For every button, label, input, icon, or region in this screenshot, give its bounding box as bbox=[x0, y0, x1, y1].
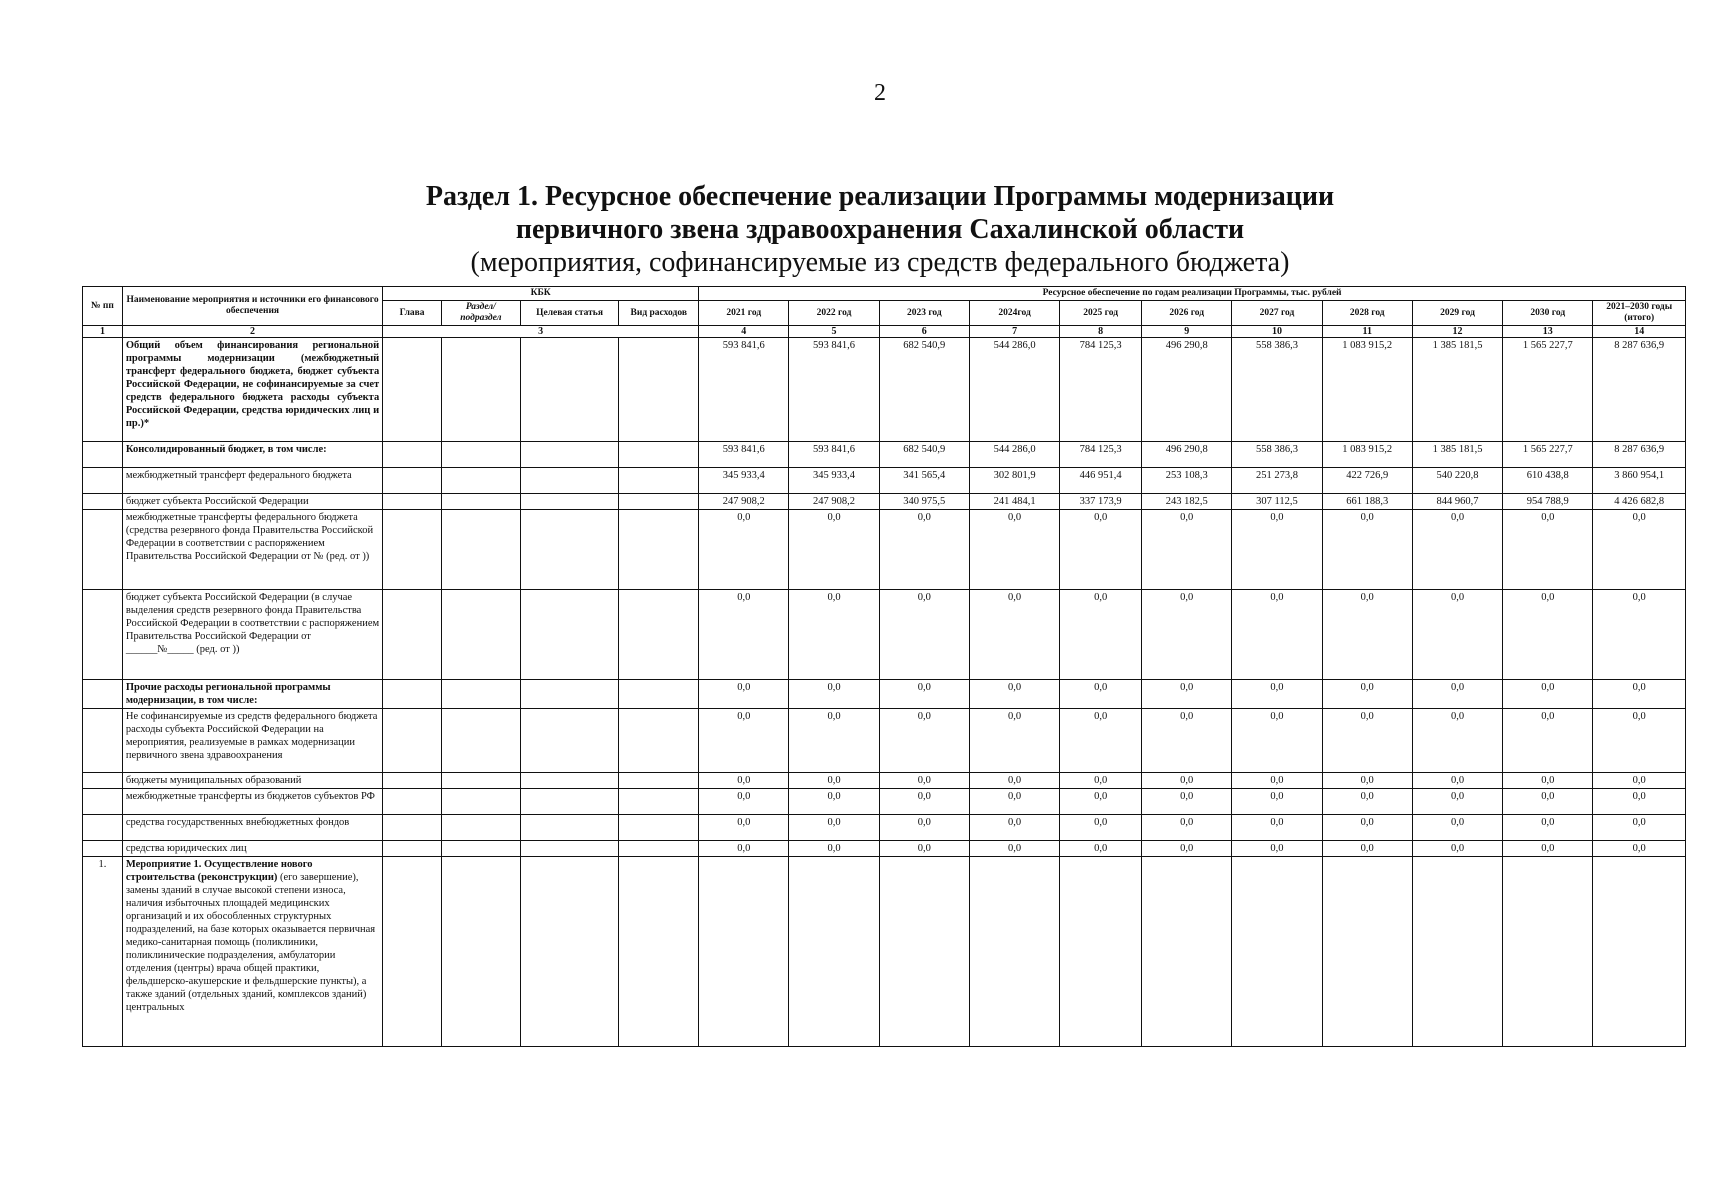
kbk-cell bbox=[383, 789, 442, 815]
year-value bbox=[1232, 857, 1322, 1047]
year-value bbox=[789, 857, 879, 1047]
index-cell: 5 bbox=[789, 326, 879, 338]
year-value: 0,0 bbox=[789, 510, 879, 590]
year-value: 0,0 bbox=[969, 709, 1059, 773]
year-value: 0,0 bbox=[1322, 789, 1412, 815]
year-value: 496 290,8 bbox=[1142, 338, 1232, 442]
row-number bbox=[83, 789, 123, 815]
table-row bbox=[83, 510, 1686, 590]
year-value: 0,0 bbox=[1232, 709, 1322, 773]
kbk-cell bbox=[441, 510, 520, 590]
kbk-cell bbox=[441, 815, 520, 841]
year-value: 0,0 bbox=[789, 773, 879, 789]
kbk-cell bbox=[441, 590, 520, 680]
year-value: 0,0 bbox=[1322, 773, 1412, 789]
year-value: 593 841,6 bbox=[699, 442, 789, 468]
table-row bbox=[83, 680, 1686, 709]
kbk-cell bbox=[619, 709, 699, 773]
total-value: 0,0 bbox=[1593, 815, 1686, 841]
year-value: 558 386,3 bbox=[1232, 442, 1322, 468]
year-value: 1 083 915,2 bbox=[1322, 442, 1412, 468]
kbk-cell bbox=[441, 773, 520, 789]
total-value: 0,0 bbox=[1593, 709, 1686, 773]
kbk-cell bbox=[441, 857, 520, 1047]
header-no: № пп bbox=[83, 287, 123, 326]
table-row bbox=[83, 709, 1686, 773]
row-number bbox=[83, 773, 123, 789]
header-kbk: КБК bbox=[383, 287, 699, 301]
year-value: 0,0 bbox=[1503, 789, 1593, 815]
row-name: межбюджетный трансферт федерального бюджета bbox=[122, 468, 382, 494]
index-cell: 2 bbox=[122, 326, 382, 338]
year-value: 0,0 bbox=[699, 709, 789, 773]
kbk-cell bbox=[520, 442, 619, 468]
table-row bbox=[83, 789, 1686, 815]
total-value: 0,0 bbox=[1593, 841, 1686, 857]
table-row bbox=[83, 494, 1686, 510]
year-value: 345 933,4 bbox=[699, 468, 789, 494]
year-value: 0,0 bbox=[1142, 789, 1232, 815]
kbk-cell bbox=[520, 338, 619, 442]
kbk-cell bbox=[520, 789, 619, 815]
kbk-cell bbox=[383, 709, 442, 773]
kbk-cell bbox=[520, 590, 619, 680]
header-year: 2024год bbox=[969, 301, 1059, 326]
year-value: 0,0 bbox=[1322, 841, 1412, 857]
kbk-cell bbox=[619, 338, 699, 442]
year-value: 0,0 bbox=[1322, 590, 1412, 680]
kbk-cell bbox=[619, 789, 699, 815]
kbk-cell bbox=[520, 468, 619, 494]
year-value: 0,0 bbox=[969, 590, 1059, 680]
section-heading bbox=[0, 180, 1711, 279]
year-value: 0,0 bbox=[789, 680, 879, 709]
header-kbk-vid: Вид расходов bbox=[619, 301, 699, 326]
year-value: 0,0 bbox=[1142, 590, 1232, 680]
year-value: 0,0 bbox=[1232, 789, 1322, 815]
kbk-cell bbox=[383, 773, 442, 789]
year-value bbox=[1322, 857, 1412, 1047]
year-value: 0,0 bbox=[1060, 590, 1142, 680]
year-value: 593 841,6 bbox=[789, 442, 879, 468]
row-name: межбюджетные трансферты из бюджетов субъектов РФ bbox=[122, 789, 382, 815]
year-value bbox=[699, 857, 789, 1047]
year-value: 0,0 bbox=[1503, 680, 1593, 709]
kbk-cell bbox=[619, 773, 699, 789]
year-value: 0,0 bbox=[1060, 680, 1142, 709]
header-year: 2030 год bbox=[1503, 301, 1593, 326]
row-name: Общий объем финансирования региональной программы модернизации (межбюджетный трансферт федерального бюджета, бюджет субъекта Российской Федерации, не софинансируемые за счет средств федерального бюджета расходы субъекта Российской Федерации, средства юридических лиц и пр.)* bbox=[122, 338, 382, 442]
index-cell: 10 bbox=[1232, 326, 1322, 338]
year-value: 682 540,9 bbox=[879, 338, 969, 442]
table-row bbox=[83, 468, 1686, 494]
year-value: 0,0 bbox=[1503, 841, 1593, 857]
index-row bbox=[83, 326, 1686, 338]
header-resources: Ресурсное обеспечение по годам реализации Программы, тыс. рублей bbox=[699, 287, 1686, 301]
year-value: 0,0 bbox=[789, 709, 879, 773]
kbk-cell bbox=[383, 494, 442, 510]
header-year: 2026 год bbox=[1142, 301, 1232, 326]
year-value: 1 083 915,2 bbox=[1322, 338, 1412, 442]
year-value: 544 286,0 bbox=[969, 442, 1059, 468]
header-kbk-razdel: Раздел/ подраздел bbox=[441, 301, 520, 326]
year-value: 844 960,7 bbox=[1412, 494, 1502, 510]
total-value: 8 287 636,9 bbox=[1593, 442, 1686, 468]
year-value: 610 438,8 bbox=[1503, 468, 1593, 494]
year-value: 0,0 bbox=[1412, 773, 1502, 789]
kbk-cell bbox=[383, 590, 442, 680]
year-value bbox=[879, 857, 969, 1047]
index-cell: 1 bbox=[83, 326, 123, 338]
year-value: 0,0 bbox=[699, 590, 789, 680]
year-value: 0,0 bbox=[879, 510, 969, 590]
year-value: 0,0 bbox=[699, 841, 789, 857]
index-cell: 14 bbox=[1593, 326, 1686, 338]
kbk-cell bbox=[619, 857, 699, 1047]
header-year: 2027 год bbox=[1232, 301, 1322, 326]
index-cell: 13 bbox=[1503, 326, 1593, 338]
year-value: 0,0 bbox=[1412, 510, 1502, 590]
total-value: 0,0 bbox=[1593, 590, 1686, 680]
year-value: 341 565,4 bbox=[879, 468, 969, 494]
kbk-cell bbox=[520, 841, 619, 857]
year-value: 422 726,9 bbox=[1322, 468, 1412, 494]
year-value: 0,0 bbox=[1412, 680, 1502, 709]
row-number bbox=[83, 494, 123, 510]
year-value: 0,0 bbox=[1503, 510, 1593, 590]
header-year-total: 2021–2030 годы (итого) bbox=[1593, 301, 1686, 326]
year-value: 0,0 bbox=[789, 590, 879, 680]
year-value: 0,0 bbox=[699, 680, 789, 709]
kbk-cell bbox=[441, 709, 520, 773]
year-value: 0,0 bbox=[1412, 590, 1502, 680]
year-value: 0,0 bbox=[1412, 815, 1502, 841]
row-name: Не софинансируемые из средств федерального бюджета расходы субъекта Российской Федерации на мероприятия, реализуемые в рамках модернизации первичного звена здравоохранения bbox=[122, 709, 382, 773]
year-value: 0,0 bbox=[1232, 815, 1322, 841]
index-cell: 4 bbox=[699, 326, 789, 338]
index-cell: 3 bbox=[383, 326, 699, 338]
year-value: 0,0 bbox=[699, 773, 789, 789]
header-year: 2021 год bbox=[699, 301, 789, 326]
year-value: 0,0 bbox=[1322, 510, 1412, 590]
year-value: 661 188,3 bbox=[1322, 494, 1412, 510]
kbk-cell bbox=[520, 709, 619, 773]
year-value: 345 933,4 bbox=[789, 468, 879, 494]
year-value: 253 108,3 bbox=[1142, 468, 1232, 494]
row-name: бюджет субъекта Российской Федерации bbox=[122, 494, 382, 510]
kbk-cell bbox=[441, 789, 520, 815]
row-number bbox=[83, 841, 123, 857]
year-value: 340 975,5 bbox=[879, 494, 969, 510]
heading-subtitle: (мероприятия, софинансируемые из средств федерального бюджета) bbox=[470, 247, 1290, 278]
year-value: 0,0 bbox=[699, 510, 789, 590]
total-value: 0,0 bbox=[1593, 510, 1686, 590]
row-number bbox=[83, 510, 123, 590]
year-value: 0,0 bbox=[879, 709, 969, 773]
year-value: 1 565 227,7 bbox=[1503, 338, 1593, 442]
year-value: 241 484,1 bbox=[969, 494, 1059, 510]
row-name: бюджеты муниципальных образований bbox=[122, 773, 382, 789]
index-cell: 6 bbox=[879, 326, 969, 338]
kbk-cell bbox=[383, 442, 442, 468]
year-value: 544 286,0 bbox=[969, 338, 1059, 442]
year-value: 251 273,8 bbox=[1232, 468, 1322, 494]
row-name: Консолидированный бюджет, в том числе: bbox=[122, 442, 382, 468]
kbk-cell bbox=[520, 773, 619, 789]
year-value: 0,0 bbox=[1142, 841, 1232, 857]
year-value: 593 841,6 bbox=[789, 338, 879, 442]
kbk-cell bbox=[619, 468, 699, 494]
row-number bbox=[83, 338, 123, 442]
kbk-cell bbox=[441, 442, 520, 468]
year-value: 784 125,3 bbox=[1060, 338, 1142, 442]
row-name: средства государственных внебюджетных фондов bbox=[122, 815, 382, 841]
resource-table bbox=[82, 286, 1686, 1047]
index-cell: 8 bbox=[1060, 326, 1142, 338]
year-value: 0,0 bbox=[1412, 709, 1502, 773]
year-value: 0,0 bbox=[969, 773, 1059, 789]
year-value: 446 951,4 bbox=[1060, 468, 1142, 494]
year-value: 0,0 bbox=[1060, 709, 1142, 773]
year-value: 0,0 bbox=[1232, 841, 1322, 857]
kbk-cell bbox=[441, 468, 520, 494]
year-value: 0,0 bbox=[1232, 510, 1322, 590]
year-value: 954 788,9 bbox=[1503, 494, 1593, 510]
year-value: 1 565 227,7 bbox=[1503, 442, 1593, 468]
kbk-cell bbox=[383, 338, 442, 442]
row-name-bold: Мероприятие 1. Осуществление нового строительства (реконструкции) bbox=[125, 859, 313, 883]
table-row bbox=[83, 590, 1686, 680]
kbk-cell bbox=[520, 815, 619, 841]
kbk-cell bbox=[619, 442, 699, 468]
year-value bbox=[1060, 857, 1142, 1047]
year-value bbox=[1503, 857, 1593, 1047]
year-value: 0,0 bbox=[969, 815, 1059, 841]
year-value: 0,0 bbox=[1060, 841, 1142, 857]
year-value: 0,0 bbox=[879, 590, 969, 680]
year-value: 0,0 bbox=[789, 815, 879, 841]
year-value: 0,0 bbox=[1232, 590, 1322, 680]
row-number bbox=[83, 815, 123, 841]
index-cell: 11 bbox=[1322, 326, 1412, 338]
table-row bbox=[83, 338, 1686, 442]
year-value: 0,0 bbox=[1142, 773, 1232, 789]
year-value: 0,0 bbox=[1322, 680, 1412, 709]
heading-line-1: Раздел 1. Ресурсное обеспечение реализации Программы модернизации bbox=[425, 181, 1335, 212]
row-name: межбюджетные трансферты федерального бюджета (средства резервного фонда Правительства Российской Федерации в соответствии с распоряжением Правительства Российской Федерации от № (ред. от )) bbox=[122, 510, 382, 590]
table-row bbox=[83, 841, 1686, 857]
kbk-cell bbox=[619, 494, 699, 510]
header-year: 2022 год bbox=[789, 301, 879, 326]
year-value: 302 801,9 bbox=[969, 468, 1059, 494]
kbk-cell bbox=[619, 510, 699, 590]
header-year: 2028 год bbox=[1322, 301, 1412, 326]
row-name: средства юридических лиц bbox=[122, 841, 382, 857]
header-kbk-statya: Целевая статья bbox=[520, 301, 619, 326]
kbk-cell bbox=[441, 680, 520, 709]
year-value: 0,0 bbox=[789, 789, 879, 815]
year-value: 0,0 bbox=[879, 789, 969, 815]
year-value: 1 385 181,5 bbox=[1412, 442, 1502, 468]
year-value: 0,0 bbox=[1232, 773, 1322, 789]
year-value: 0,0 bbox=[879, 815, 969, 841]
header-name: Наименование мероприятия и источники его финансового обеспечения bbox=[122, 287, 382, 326]
row-number: 1. bbox=[83, 857, 123, 1047]
table-row bbox=[83, 857, 1686, 1047]
year-value: 0,0 bbox=[1503, 815, 1593, 841]
table-row bbox=[83, 815, 1686, 841]
year-value: 0,0 bbox=[1142, 815, 1232, 841]
row-number bbox=[83, 709, 123, 773]
table-row bbox=[83, 442, 1686, 468]
year-value: 0,0 bbox=[1412, 789, 1502, 815]
year-value bbox=[969, 857, 1059, 1047]
year-value: 0,0 bbox=[1060, 789, 1142, 815]
row-name: бюджет субъекта Российской Федерации (в случае выделения средств резервного фонда Правительства Российской Федерации в соответствии с распоряжением Правительства Российской Федерации от ______№_____ (ред. от )) bbox=[122, 590, 382, 680]
year-value: 0,0 bbox=[879, 680, 969, 709]
year-value: 1 385 181,5 bbox=[1412, 338, 1502, 442]
year-value bbox=[1142, 857, 1232, 1047]
total-value bbox=[1593, 857, 1686, 1047]
year-value: 247 908,2 bbox=[699, 494, 789, 510]
row-number bbox=[83, 680, 123, 709]
kbk-cell bbox=[520, 857, 619, 1047]
row-name bbox=[122, 857, 382, 1047]
year-value: 0,0 bbox=[879, 841, 969, 857]
kbk-cell bbox=[441, 841, 520, 857]
header-kbk-glava: Глава bbox=[383, 301, 442, 326]
kbk-cell bbox=[520, 510, 619, 590]
year-value: 0,0 bbox=[879, 773, 969, 789]
year-value: 784 125,3 bbox=[1060, 442, 1142, 468]
kbk-cell bbox=[383, 815, 442, 841]
kbk-cell bbox=[383, 510, 442, 590]
row-number bbox=[83, 442, 123, 468]
total-value: 4 426 682,8 bbox=[1593, 494, 1686, 510]
year-value: 0,0 bbox=[1060, 773, 1142, 789]
year-value: 0,0 bbox=[1142, 680, 1232, 709]
heading-line-2: первичного звена здравоохранения Сахалинской области bbox=[515, 214, 1245, 245]
index-cell: 12 bbox=[1412, 326, 1502, 338]
page-number: 2 bbox=[874, 80, 886, 106]
year-value: 0,0 bbox=[789, 841, 879, 857]
table-body bbox=[83, 338, 1686, 1047]
year-value: 0,0 bbox=[969, 680, 1059, 709]
year-value: 540 220,8 bbox=[1412, 468, 1502, 494]
kbk-cell bbox=[441, 494, 520, 510]
year-value: 0,0 bbox=[699, 815, 789, 841]
header-year: 2029 год bbox=[1412, 301, 1502, 326]
year-value: 337 173,9 bbox=[1060, 494, 1142, 510]
table-row bbox=[83, 773, 1686, 789]
year-value bbox=[1412, 857, 1502, 1047]
kbk-cell bbox=[619, 680, 699, 709]
year-value: 593 841,6 bbox=[699, 338, 789, 442]
index-cell: 7 bbox=[969, 326, 1059, 338]
year-value: 0,0 bbox=[1503, 773, 1593, 789]
year-value: 0,0 bbox=[1142, 510, 1232, 590]
year-value: 0,0 bbox=[1322, 815, 1412, 841]
year-value: 0,0 bbox=[1060, 815, 1142, 841]
kbk-cell bbox=[520, 680, 619, 709]
year-value: 0,0 bbox=[1412, 841, 1502, 857]
kbk-cell bbox=[441, 338, 520, 442]
row-number bbox=[83, 468, 123, 494]
header-row-1 bbox=[83, 287, 1686, 301]
row-number bbox=[83, 590, 123, 680]
year-value: 496 290,8 bbox=[1142, 442, 1232, 468]
year-value: 0,0 bbox=[1503, 590, 1593, 680]
row-name: Прочие расходы региональной программы модернизации, в том числе: bbox=[122, 680, 382, 709]
header-year: 2025 год bbox=[1060, 301, 1142, 326]
year-value: 0,0 bbox=[1322, 709, 1412, 773]
header-year: 2023 год bbox=[879, 301, 969, 326]
total-value: 8 287 636,9 bbox=[1593, 338, 1686, 442]
year-value: 247 908,2 bbox=[789, 494, 879, 510]
kbk-cell bbox=[383, 841, 442, 857]
total-value: 0,0 bbox=[1593, 789, 1686, 815]
year-value: 0,0 bbox=[1060, 510, 1142, 590]
kbk-cell bbox=[383, 468, 442, 494]
year-value: 0,0 bbox=[699, 789, 789, 815]
kbk-cell bbox=[383, 857, 442, 1047]
row-name-rest: (его завершение), замены зданий в случае высокой степени износа, наличия избыточных площадей медицинских организаций и их обособленных структурных подразделений, на базе которых оказывается первичная медико-санитарная помощь (поликлиники, поликлинические подразделения, амбулатории отделения (центры) врача общей практики, фельдшерско-акушерские и фельдшерские пункты), а также зданий (отдельных зданий, комплексов зданий) центральных bbox=[125, 872, 376, 1013]
index-cell: 9 bbox=[1142, 326, 1232, 338]
kbk-cell bbox=[520, 494, 619, 510]
total-value: 0,0 bbox=[1593, 773, 1686, 789]
total-value: 0,0 bbox=[1593, 680, 1686, 709]
year-value: 0,0 bbox=[969, 841, 1059, 857]
year-value: 243 182,5 bbox=[1142, 494, 1232, 510]
kbk-cell bbox=[619, 590, 699, 680]
year-value: 0,0 bbox=[1232, 680, 1322, 709]
kbk-cell bbox=[619, 815, 699, 841]
year-value: 0,0 bbox=[1503, 709, 1593, 773]
year-value: 0,0 bbox=[1142, 709, 1232, 773]
year-value: 682 540,9 bbox=[879, 442, 969, 468]
year-value: 0,0 bbox=[969, 510, 1059, 590]
kbk-cell bbox=[383, 680, 442, 709]
total-value: 3 860 954,1 bbox=[1593, 468, 1686, 494]
kbk-cell bbox=[619, 841, 699, 857]
year-value: 0,0 bbox=[969, 789, 1059, 815]
year-value: 307 112,5 bbox=[1232, 494, 1322, 510]
year-value: 558 386,3 bbox=[1232, 338, 1322, 442]
